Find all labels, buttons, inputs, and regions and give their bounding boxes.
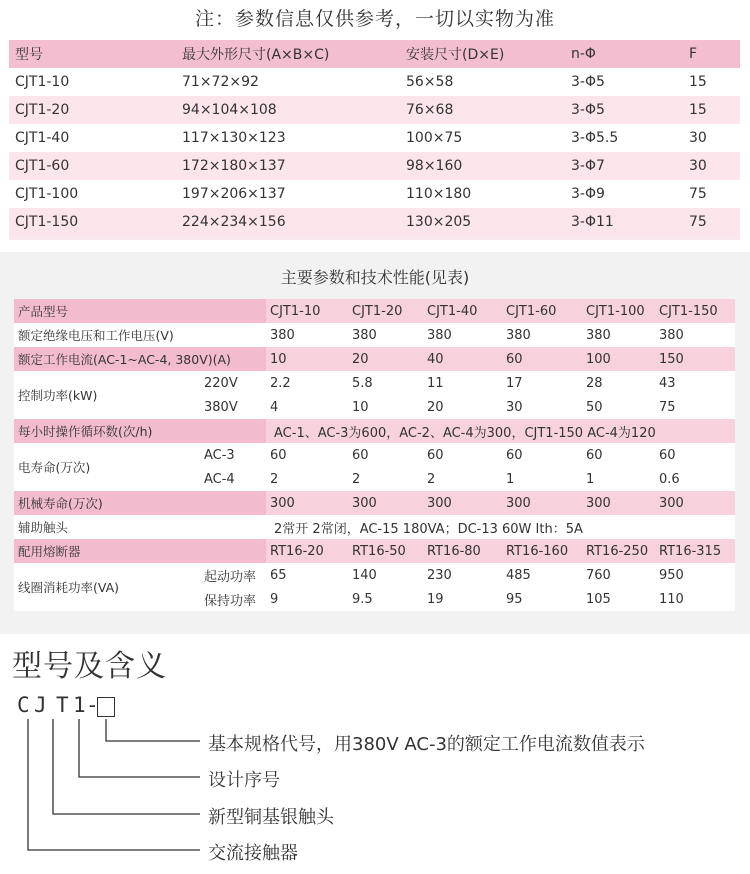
table-cell: 60: [348, 443, 423, 467]
specs-title: 主要参数和技术性能(见表): [280, 268, 470, 287]
table-cell: 60: [582, 443, 655, 467]
table-cell: 60: [423, 443, 502, 467]
table-cell: 2.2: [266, 371, 348, 395]
table-cell: 117×130×123: [182, 130, 286, 146]
table-cell: CJT1-60: [15, 158, 70, 174]
table-cell: 140: [348, 563, 423, 587]
sub-label: 保持功率: [198, 587, 266, 611]
sub-label: 起动功率: [198, 563, 266, 587]
leader-line-contact: [53, 719, 200, 814]
table-cell: 3-Φ5.5: [571, 130, 619, 146]
table-cell: 300: [348, 491, 423, 515]
table-cell: 950: [655, 563, 735, 587]
table-cell: 60: [655, 443, 735, 467]
row-label: 机械寿命(万次): [14, 491, 266, 515]
code-number: 1: [73, 693, 86, 717]
table-cell: 1: [582, 467, 655, 491]
table-cell: 76×68: [406, 102, 454, 118]
table-cell: 380: [582, 323, 655, 347]
table-cell: 150: [655, 347, 735, 371]
leader-line-spec-code: [106, 719, 200, 741]
table-cell: 2: [266, 467, 348, 491]
table-cell: CJT1-40: [15, 130, 70, 146]
table-cell: 2: [348, 467, 423, 491]
table-cell: 1: [502, 467, 582, 491]
table-cell: 40: [423, 347, 502, 371]
header-cell: F: [689, 46, 698, 62]
table-cell: 75: [689, 214, 707, 230]
table-cell: 0.6: [655, 467, 735, 491]
table-cell: 300: [266, 491, 348, 515]
table-cell: RT16-160: [502, 539, 582, 563]
row-label: 辅助触头: [14, 515, 266, 539]
table-cell: CJT1-60: [502, 299, 582, 323]
table-cell: 94×104×108: [182, 102, 277, 118]
table-cell: CJT1-20: [15, 102, 70, 118]
table-cell: 230: [423, 563, 502, 587]
table-cell: 380: [502, 323, 582, 347]
model-meaning-title: 型号及含义: [12, 649, 167, 684]
sub-label: 380V: [198, 395, 266, 419]
desc-spec-code: 基本规格代号，用380V AC-3的额定工作电流数值表示: [208, 734, 645, 755]
table-cell: 20: [348, 347, 423, 371]
table-cell: 110: [655, 587, 735, 611]
code-letter-j: J: [34, 693, 47, 717]
row-label: 额定工作电流(AC-1~AC-4, 380V)(A): [14, 347, 266, 371]
header-cell: 安装尺寸(D×E): [406, 47, 505, 63]
row-label: 控制功率(kW): [14, 371, 198, 419]
table-cell: 485: [502, 563, 582, 587]
table-cell: 224×234×156: [182, 214, 286, 230]
table-cell: CJT1-20: [348, 299, 423, 323]
table-cell: 56×58: [406, 74, 454, 90]
table-cell: 43: [655, 371, 735, 395]
table-cell: 300: [423, 491, 502, 515]
table-cell: 20: [423, 395, 502, 419]
table-cell: 75: [655, 395, 735, 419]
row-label: 产品型号: [14, 299, 266, 323]
table-cell: 760: [582, 563, 655, 587]
table-cell: 172×180×137: [182, 158, 286, 174]
table-cell: 10: [266, 347, 348, 371]
table-cell: 30: [502, 395, 582, 419]
note-text: 注：参数信息仅供参考，一切以实物为准: [194, 8, 555, 30]
row-label: 线圈消耗功率(VA): [14, 563, 198, 611]
row-label: 电寿命(万次): [14, 443, 198, 491]
table-cell: 300: [582, 491, 655, 515]
table-cell: 60: [502, 443, 582, 467]
table-cell: 380: [655, 323, 735, 347]
leader-line-design-serial: [79, 719, 200, 777]
table-cell: RT16-50: [348, 539, 423, 563]
table-cell: 19: [423, 587, 502, 611]
table-cell: 3-Φ11: [571, 214, 614, 230]
table-cell: 3-Φ7: [571, 158, 605, 174]
table-cell: 60: [502, 347, 582, 371]
desc-contact-material: 新型铜基银触头: [208, 807, 334, 828]
table-cell: 60: [266, 443, 348, 467]
table-cell: 3-Φ9: [571, 186, 605, 202]
table-cell: 3-Φ5: [571, 102, 605, 118]
table-cell: 5.8: [348, 371, 423, 395]
desc-ac-contactor: 交流接触器: [208, 843, 298, 864]
table-cell: 30: [689, 130, 707, 146]
code-letter-t: T: [56, 693, 69, 717]
leader-line-ac-contactor: [28, 719, 200, 850]
table-cell: 3-Φ5: [571, 74, 605, 90]
table-cell: CJT1-150: [655, 299, 735, 323]
table-cell: 28: [582, 371, 655, 395]
table-cell: RT16-250: [582, 539, 655, 563]
table-cell: 71×72×92: [182, 74, 259, 90]
table-cell: 11: [423, 371, 502, 395]
sub-label: AC-4: [198, 467, 266, 491]
code-dash: -: [86, 693, 99, 717]
table-cell: RT16-20: [266, 539, 348, 563]
table-cell: 2: [423, 467, 502, 491]
table-cell: AC-1、AC-3为600，AC-2、AC-4为300，CJT1-150 AC-4为120: [266, 419, 735, 443]
table-cell: 130×205: [406, 214, 472, 230]
table-cell: 380: [348, 323, 423, 347]
table-cell: CJT1-150: [15, 214, 79, 230]
table-cell: 300: [655, 491, 735, 515]
row-label: 额定绝缘电压和工作电压(V): [14, 323, 266, 347]
table-cell: CJT1-100: [15, 186, 79, 202]
desc-design-serial: 设计序号: [208, 770, 280, 791]
header-cell: 型号: [15, 47, 43, 63]
table-cell: 380: [423, 323, 502, 347]
table-cell: 15: [689, 102, 707, 118]
row-label: 配用熔断器: [14, 539, 266, 563]
table-cell: 95: [502, 587, 582, 611]
table-cell: 9.5: [348, 587, 423, 611]
table-cell: RT16-315: [655, 539, 735, 563]
table-cell: CJT1-40: [423, 299, 502, 323]
sub-label: AC-3: [198, 443, 266, 467]
table-cell: CJT1-10: [266, 299, 348, 323]
table-cell: CJT1-10: [15, 74, 70, 90]
table-cell: 4: [266, 395, 348, 419]
header-cell: 最大外形尺寸(A×B×C): [182, 47, 330, 63]
table-cell: 110×180: [406, 186, 472, 202]
table-cell: 100×75: [406, 130, 463, 146]
table-cell: 15: [689, 74, 707, 90]
row-label: 每小时操作循环数(次/h): [14, 419, 266, 443]
table-cell: 50: [582, 395, 655, 419]
table-cell: RT16-80: [423, 539, 502, 563]
table-cell: 98×160: [406, 158, 463, 174]
table-cell: 10: [348, 395, 423, 419]
table-cell: 9: [266, 587, 348, 611]
table-cell: CJT1-100: [582, 299, 655, 323]
table-cell: 75: [689, 186, 707, 202]
table-cell: 65: [266, 563, 348, 587]
table-cell: 300: [502, 491, 582, 515]
sub-label: 220V: [198, 371, 266, 395]
table-cell: 2常开 2常闭，AC-15 180VA；DC-13 60W Ith：5A: [266, 515, 735, 539]
table-cell: 105: [582, 587, 655, 611]
table-cell: 30: [689, 158, 707, 174]
table-cell: 17: [502, 371, 582, 395]
code-letter-c: C: [17, 693, 30, 717]
table-cell: 380: [266, 323, 348, 347]
table-cell: 100: [582, 347, 655, 371]
header-cell: n-Φ: [571, 46, 596, 62]
table-cell: 197×206×137: [182, 186, 286, 202]
